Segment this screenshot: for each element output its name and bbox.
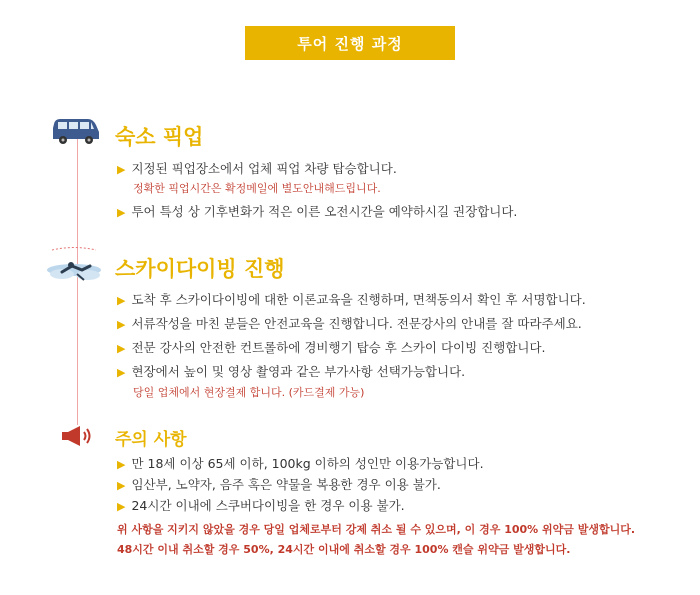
list-item: ▶ 서류작성을 마친 분들은 안전교육을 진행합니다. 전문강사의 안내를 잘 따라주세요.: [117, 316, 582, 331]
bullet-triangle-icon: ▶: [117, 479, 126, 492]
pickup-note: 정확한 픽업시간은 확정메일에 별도안내해드립니다.: [133, 182, 381, 195]
bullet-triangle-icon: ▶: [117, 458, 126, 471]
skydiver-icon: [44, 244, 106, 288]
bullet-triangle-icon: ▶: [117, 318, 126, 331]
warning-text: 48시간 이내 취소할 경우 50%, 24시간 이내에 취소할 경우 100% 캔슬 위약금 발생합니다.: [117, 543, 571, 556]
list-item: ▶ 투어 특성 상 기후변화가 적은 이른 오전시간을 예약하시길 권장합니다.: [117, 204, 518, 219]
section-title-pickup: 숙소 픽업: [115, 125, 204, 149]
page-title: 투어 진행 과정: [245, 26, 455, 60]
list-item: ▶ 현장에서 높이 및 영상 촬영과 같은 부가사항 선택가능합니다.: [117, 364, 466, 379]
bullet-triangle-icon: ▶: [117, 163, 126, 176]
bullet-triangle-icon: ▶: [117, 294, 126, 307]
section-title-caution: 주의 사항: [115, 430, 187, 450]
warning-text: 위 사항을 지키지 않았을 경우 당일 업체로부터 강제 취소 될 수 있으며, 이 경우 100% 위약금 발생합니다.: [117, 523, 636, 536]
list-item: ▶ 지정된 픽업장소에서 업체 픽업 차량 탑승합니다.: [117, 161, 397, 176]
van-icon: [50, 116, 102, 146]
section-title-skydive: 스카이다이빙 진행: [115, 257, 285, 281]
megaphone-icon: [60, 424, 94, 448]
list-item: ▶ 임산부, 노약자, 음주 혹은 약물을 복용한 경우 이용 불가.: [117, 477, 441, 492]
list-item: ▶ 전문 강사의 안전한 컨트롤하에 경비행기 탑승 후 스카이 다이빙 진행합니다.: [117, 340, 546, 355]
skydive-note: 당일 업체에서 현장결제 합니다. (카드결제 가능): [133, 386, 365, 399]
list-item: ▶ 24시간 이내에 스쿠버다이빙을 한 경우 이용 불가.: [117, 498, 405, 513]
list-item: ▶ 도착 후 스카이다이빙에 대한 이론교육을 진행하며, 면책동의서 확인 후 서명합니다.: [117, 292, 586, 307]
bullet-triangle-icon: ▶: [117, 342, 126, 355]
bullet-triangle-icon: ▶: [117, 366, 126, 379]
list-item: ▶ 만 18세 이상 65세 이하, 100kg 이하의 성인만 이용가능합니다.: [117, 456, 484, 471]
bullet-triangle-icon: ▶: [117, 206, 126, 219]
bullet-triangle-icon: ▶: [117, 500, 126, 513]
